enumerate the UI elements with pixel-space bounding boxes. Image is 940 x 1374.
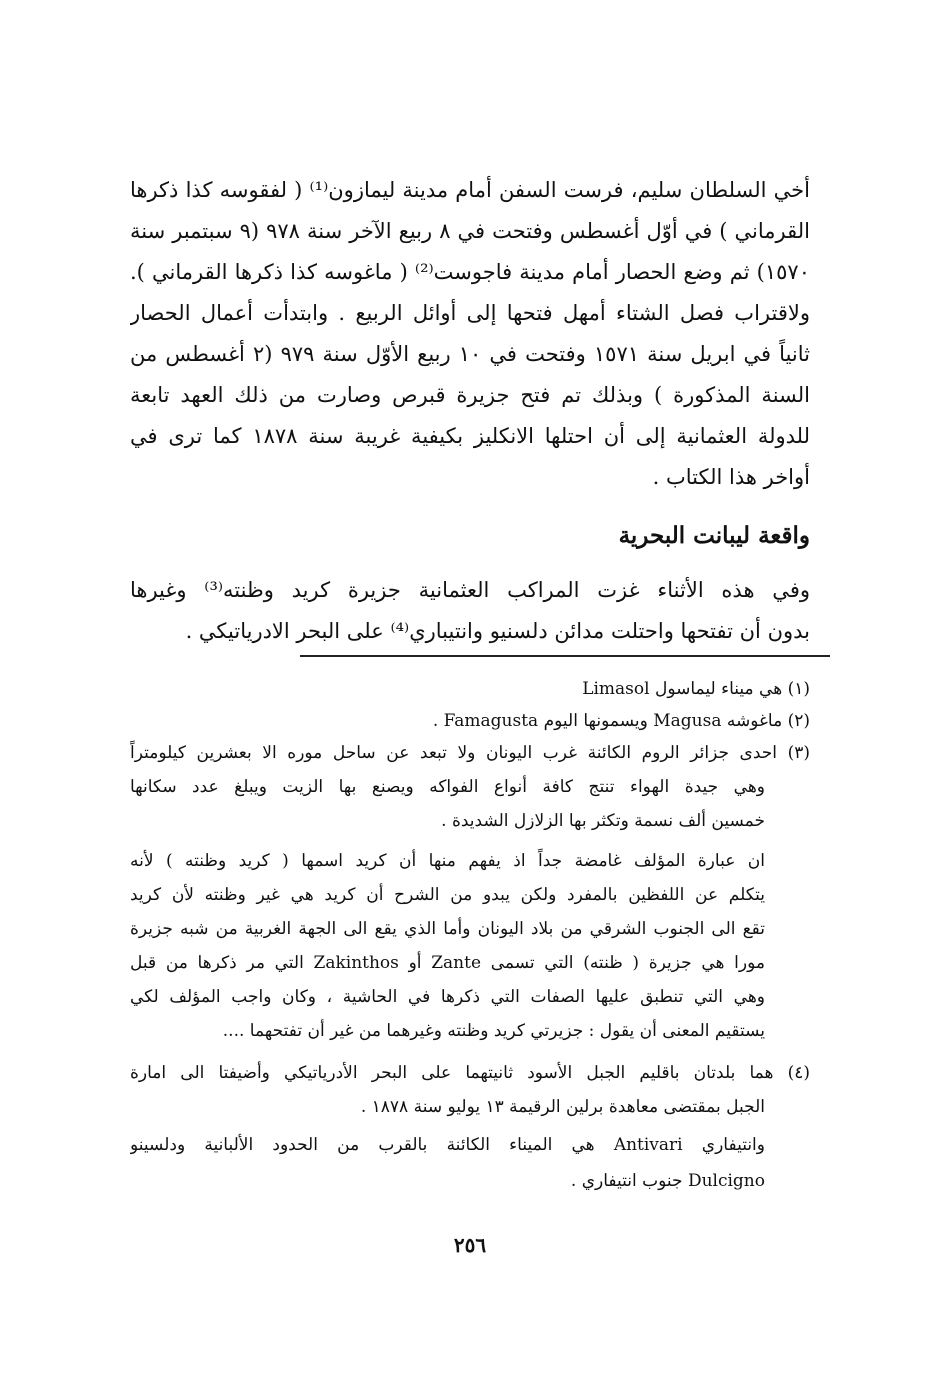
footnote-3-note-line-5: وهي التي تنطبق عليها الصفات التي ذكرها في الحاشية ، وكان واجب المؤلف لكي xyxy=(130,987,765,1007)
body-line-7: للدولة العثمانية إلى أن احتلها الانكليز بكيفية غريبة سنة ١٨٧٨ كما ترى في xyxy=(130,424,810,448)
body-line-5: ثانياً في ابريل سنة ١٥٧١ وفتحت في ١٠ ربيع الأوّل سنة ٩٧٩ (٢ أغسطس من xyxy=(130,342,810,366)
footnote-3-note-line-3: تقع الى الجنوب الشرقي من بلاد اليونان وأما الذي يقع الى الجهة الغربية من شبه جزيرة xyxy=(130,919,765,939)
section-line-1: وفي هذه الأثناء غزت المراكب العثمانية جزيرة كريد وظنته⁽³⁾ وغيرها xyxy=(130,578,810,602)
footnote-4-line-2: الجبل بمقتضى معاهدة برلين الرقيمة ١٣ يوليو سنة ١٨٧٨ . xyxy=(360,1097,765,1117)
body-line-3: ١٥٧٠) ثم وضع الحصار أمام مدينة فاجوست⁽²⁾ ( ماغوسه كذا ذكرها القرماني ). xyxy=(130,260,810,284)
footnote-3-note-line-1: ان عبارة المؤلف غامضة جداً اذ يفهم منها أن كريد اسمها ( كريد وظنته ) لأنه xyxy=(130,851,765,871)
footnote-4-line-3: وانتيفاري Antivari هي الميناء الكائنة بالقرب من الحدود الألبانية ودلسينو xyxy=(130,1135,765,1155)
page-number: ٢٥٦ xyxy=(453,1233,487,1257)
footnote-3-line-2: وهي جيدة الهواء تنتج كافة أنواع الفواكه ويصنع بها الزيت ويبلغ عدد سكانها xyxy=(130,777,765,797)
footnote-2: (٢) ماغوشه Magusa ويسمونها اليوم Famagusta . xyxy=(432,711,810,731)
body-line-6: السنة المذكورة ) وبذلك تم فتح جزيرة قبرص وصارت من ذلك العهد تابعة xyxy=(130,383,810,407)
body-line-4: ولاقتراب فصل الشتاء أمهل فتحها إلى أوائل الربيع . وابتدأت أعمال الحصار xyxy=(130,301,810,325)
body-line-2: القرماني ) في أوّل أغسطس وفتحت في ٨ ربيع الآخر سنة ٩٧٨ (٩ سبتمبر سنة xyxy=(130,219,810,243)
footnote-3-note-line-4: مورا هي جزيرة ( ظنته) التي تسمى Zante أو Zakinthos التي مر ذكرها من قبل xyxy=(130,953,765,973)
section-line-2: بدون أن تفتحها واحتلت مدائن دلسنيو وانتيباري⁽⁴⁾ على البحر الادرياتيكي . xyxy=(185,619,810,643)
body-line-8: أواخر هذا الكتاب . xyxy=(652,465,810,489)
body-line-1: أخي السلطان سليم، فرست السفن أمام مدينة ليمازون⁽¹⁾ ( لفقوسه كذا ذكرها xyxy=(130,178,810,202)
footnote-3-note-line-2: يتكلم عن اللفظين بالمفرد ولكن يبدو من الشرح أن كريد هي غير وظنته لأن كريد xyxy=(130,885,765,905)
footnote-4-line-4: Dulcigno جنوب انتيفاري . xyxy=(570,1171,765,1191)
footnote-1: (١) هي ميناء ليماسول Limasol xyxy=(582,679,810,699)
footnote-3-line-1: (٣) احدى جزائر الروم الكائنة غرب اليونان ولا تبعد عن ساحل موره الا بعشرين كيلومتراً xyxy=(130,743,810,763)
footnote-separator xyxy=(300,655,830,657)
footnote-3-note-line-6: يستقيم المعنى أن يقول : جزيرتي كريد وظنته وغيرهما من غير أن تفتحهما .... xyxy=(222,1021,765,1041)
footnote-3-line-3: خمسين ألف نسمة وتكثر بها الزلازل الشديدة . xyxy=(441,811,765,831)
section-heading: واقعة ليبانت البحرية xyxy=(618,522,810,549)
footnote-4-line-1: (٤) هما بلدتان باقليم الجبل الأسود ثانيتهما على البحر الأدرياتيكي وأضيفتا الى امارة xyxy=(130,1063,810,1083)
